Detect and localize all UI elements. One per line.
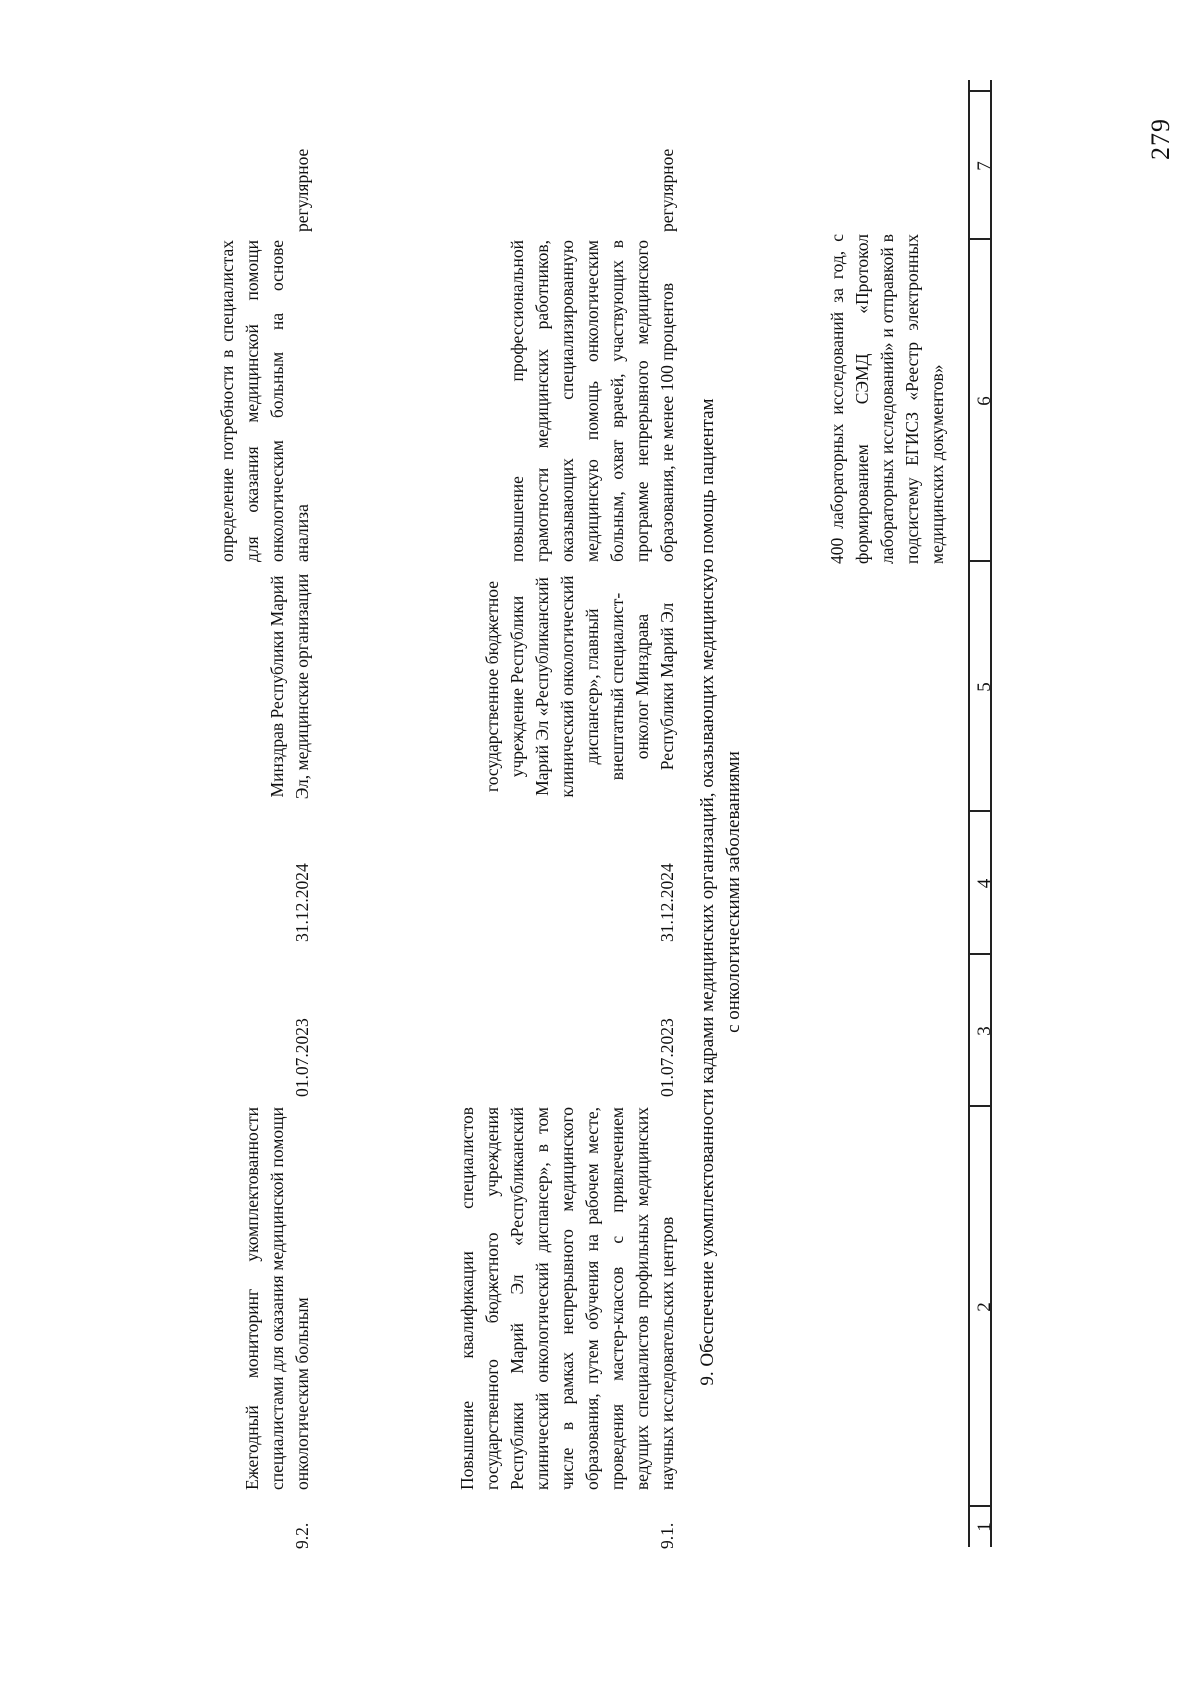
page-number: 279 <box>1146 118 1175 160</box>
row-start-date: 01.07.2023 <box>657 1018 677 1097</box>
row-responsible: государственное бюджетное учреждение Республики Марий Эл «Республиканский клинический онкологический диспансер», главный внештатный специалист-онколог Минздрава Республики Марий Эл <box>482 575 677 798</box>
continuation-result-text: 400 лабораторных исследований за год, с формированием СЭМД «Протокол лабораторных исследований» и отправкой в подсистему ЕГИСЗ «Реестр электронных медицинских документов» <box>827 234 947 564</box>
column-number-5: 5 <box>974 682 995 692</box>
row-end-date: 31.12.2024 <box>657 863 677 942</box>
row-frequency: регулярное <box>292 148 312 232</box>
section-heading-line-1: 9. Обеспечение укомплектованности кадрами медицинских организаций, оказывающих медицинскую помощь пациентам <box>697 398 718 1386</box>
row-responsible: Минздрав Республики Марий Эл, медицинские организации <box>267 573 312 800</box>
column-number-3: 3 <box>974 1026 995 1036</box>
row-number: 9.2. <box>292 1522 312 1549</box>
column-number-1: 1 <box>974 1522 995 1532</box>
column-number-6: 6 <box>974 396 995 406</box>
row-end-date: 31.12.2024 <box>292 863 312 942</box>
row-result: определение потребности в специалистах для оказания медицинской помощи онкологическим больным на основе анализа <box>217 240 312 562</box>
row-start-date: 01.07.2023 <box>292 1018 312 1097</box>
row-result: повышение профессиональной грамотности медицинских работников, оказывающих специализированную медицинскую помощь онкологическим больным, охват врачей, участвующих в программе непрерывного медицинского образования, не менее 100 процентов <box>507 240 677 562</box>
row-activity-name: Ежегодный мониторинг укомплектованности специалистами для оказания медицинской помощи онкологическим больным <box>242 1107 312 1490</box>
column-number-4: 4 <box>974 878 995 889</box>
rotated-table-page <box>0 80 1200 1697</box>
column-number-2: 2 <box>974 1302 995 1312</box>
row-activity-name: Повышение квалификации специалистов государственного бюджетного учреждения Республики Марий Эл «Республиканский клинический онкологический диспансер», в том числе в рамках непрерывного медицинского образования, путем обучения на рабочем месте, проведения мастер-классов с привлечением ведущих специалистов профильных медицинских научных исследовательских центров <box>457 1107 677 1490</box>
row-number: 9.1. <box>657 1522 677 1549</box>
column-number-7: 7 <box>974 161 995 171</box>
header-separator <box>968 80 970 1547</box>
row-frequency: регулярное <box>657 148 677 232</box>
section-heading <box>695 227 747 1557</box>
section-heading-line-2: с онкологическими заболеваниями <box>723 751 744 1033</box>
